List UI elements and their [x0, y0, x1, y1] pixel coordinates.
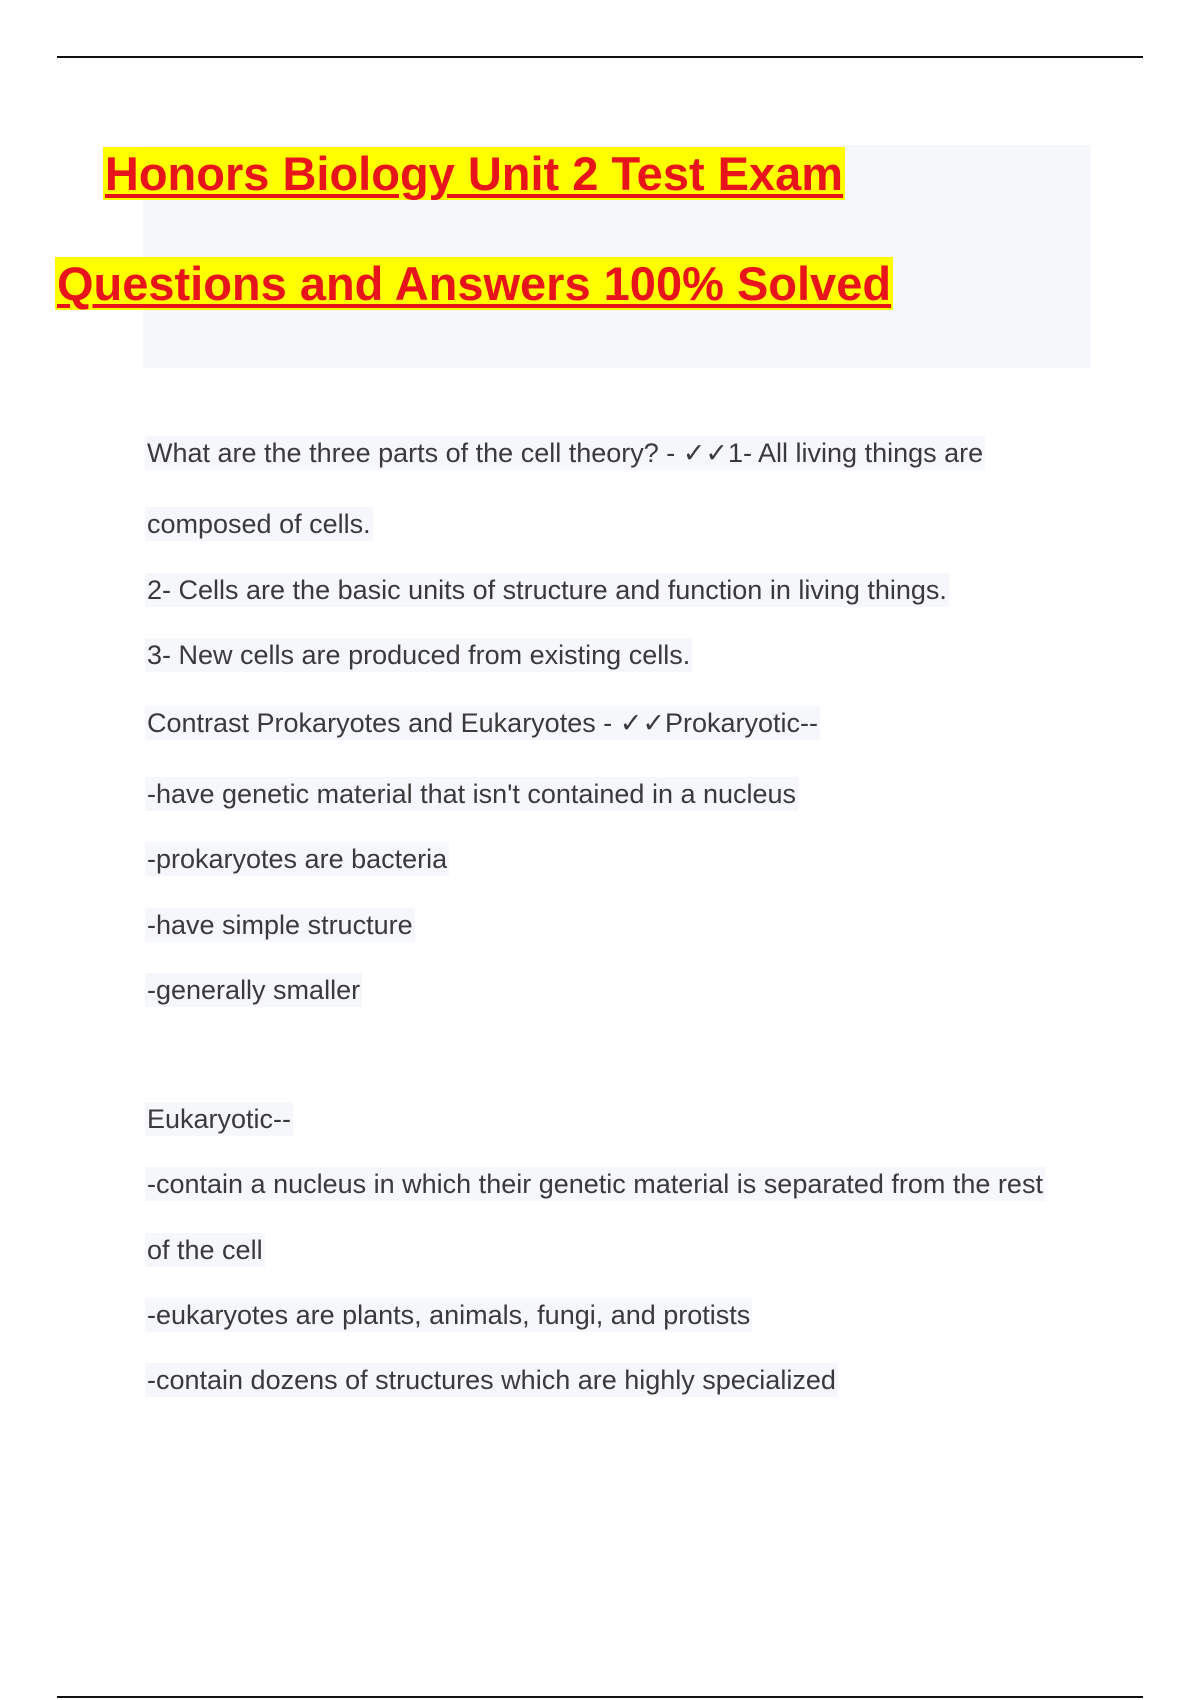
body-line-text: What are the three parts of the cell theory? - ✓✓1- All living things are: [147, 438, 984, 468]
body-line: [145, 842, 449, 876]
body-line: [145, 973, 362, 1007]
title-line-1-text: Honors Biology Unit 2 Test Exam: [104, 147, 844, 200]
body-line: [145, 1298, 752, 1332]
top-rule: [57, 56, 1143, 58]
body-line: [145, 706, 820, 740]
body-line: [145, 1167, 1045, 1201]
body-line: [145, 436, 985, 470]
body-line: [145, 1233, 265, 1267]
body-line-text: -have genetic material that isn't contained in a nucleus: [147, 779, 797, 809]
bottom-rule: [57, 1696, 1143, 1698]
body-line: [145, 1102, 293, 1136]
title-line-2-text: Questions and Answers 100% Solved: [56, 257, 892, 310]
body-line-text: 3- New cells are produced from existing cells.: [147, 640, 691, 670]
body-line-text: -prokaryotes are bacteria: [147, 844, 448, 874]
body-line: [145, 638, 692, 672]
body-line-text: 2- Cells are the basic units of structure and function in living things.: [147, 575, 947, 605]
body-line-text: -generally smaller: [147, 975, 361, 1005]
body-line: [145, 908, 415, 942]
title-line-1: [0, 148, 948, 200]
body-line-text: -contain dozens of structures which are highly specialized: [147, 1365, 836, 1395]
body-line-text: of the cell: [147, 1235, 263, 1265]
body-line-text: -eukaryotes are plants, animals, fungi, and protists: [147, 1300, 751, 1330]
body-line-text: Contrast Prokaryotes and Eukaryotes - ✓✓Prokaryotic--: [147, 708, 818, 738]
body-line: [145, 1363, 838, 1397]
body-line-text: -have simple structure: [147, 910, 413, 940]
body-line: [145, 573, 949, 607]
body-line-text: Eukaryotic--: [147, 1104, 292, 1134]
title-line-2: [0, 258, 948, 310]
body-line-text: -contain a nucleus in which their genetic material is separated from the rest: [147, 1169, 1043, 1199]
body-line: [145, 777, 798, 811]
body-line: [145, 507, 373, 541]
body-line-text: composed of cells.: [147, 509, 371, 539]
